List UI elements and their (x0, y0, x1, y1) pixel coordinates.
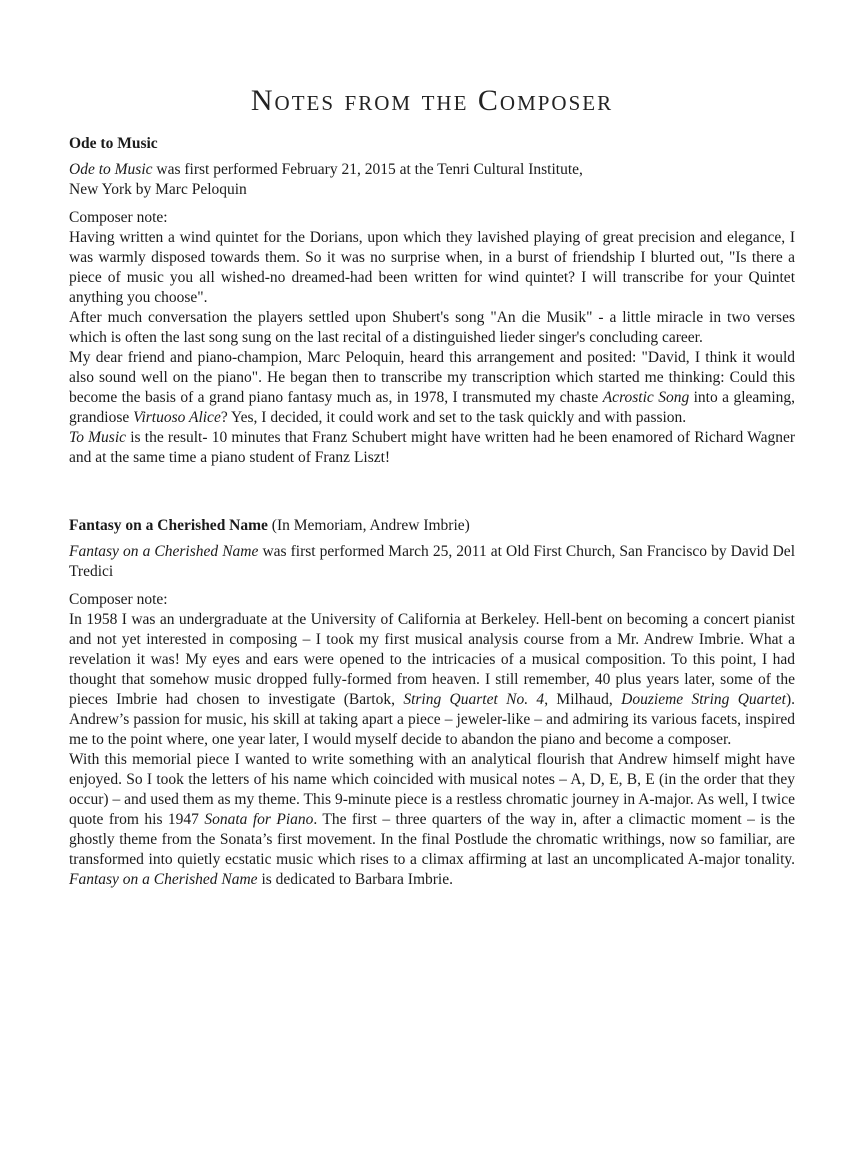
page-title: Notes from the Composer (250, 84, 614, 117)
composer-note (69, 590, 795, 890)
composer-note-paragraphs (69, 228, 795, 468)
premiere-note: Ode to Music was first performed February 21, 2015 at the Tenri Cultural Institute, New York by Marc Peloquin (69, 160, 583, 198)
section-heading: Ode to Music (69, 134, 158, 152)
note-paragraph: My dear friend and piano-champion, Marc Peloquin, heard this arrangement and posited: "David, I think it would also sound well on the piano". He began then to transcribe my transcription which started me thinking: Could this become the basis of a grand piano fantasy much as, in 1978, I transmuted my chaste Acrostic Song into a gleaming, grandiose Virtuoso Alice? Yes, I decided, it could work and set to the task quickly and with passion. (69, 348, 795, 426)
composer-note-label: Composer note: (69, 590, 168, 608)
note-paragraph: To Music is the result- 10 minutes that Franz Schubert might have written had he been enamored of Richard Wagner and at the same time a piano student of Franz Liszt! (69, 428, 795, 466)
note-paragraph: With this memorial piece I wanted to write something with an analytical flourish that Andrew himself might have enjoyed. So I took the letters of his name which coincided with musical notes – A, D, E, B, E (in the order that they occur) – and used them as my theme. This 9-minute piece is a restless chromatic journey in A-major. As well, I twice quote from his 1947 Sonata for Piano. The first – three quarters of the way in, after a climactic moment – is the ghostly theme from the Sonata’s first movement. In the final Postlude the chromatic writhings, now so familiar, are transformed into quietly ecstatic music which rises to a climax affirming at last an uncomplicated A-major tonality. Fantasy on a Cherished Name is dedicated to Barbara Imbrie. (69, 750, 796, 888)
note-paragraph: Having written a wind quintet for the Dorians, upon which they lavished playing of great precision and elegance, I was warmly disposed towards them. So it was no surprise when, in a burst of friendship I blurted out, "Is there a piece of music you all wished-no dreamed-had been written for wind quintet? I will transcribe for your Quintet anything you choose". (69, 228, 795, 306)
composer-note-label: Composer note: (69, 208, 168, 226)
premiere-note: Fantasy on a Cherished Name was first performed March 25, 2011 at Old First Church, San Francisco by David Del Tredici (69, 542, 795, 580)
note-paragraph: In 1958 I was an undergraduate at the University of California at Berkeley. Hell-bent on becoming a concert pianist and not yet interested in composing – I took my first musical analysis course from a Mr. Andrew Imbrie. What a revelation it was! My eyes and ears were opened to the intricacies of a musical composition. To this point, I had thought that somehow music dropped fully-formed from heaven. I still remember, 40 plus years later, some of the pieces Imbrie had chosen to investigate (Bartok, String Quartet No. 4, Milhaud, Douzieme String Quartet). Andrew’s passion for music, his skill at taking apart a piece – jeweler-like – and admiring its various facets, inspired me to the point where, one year later, I would myself decide to abandon the piano and become a composer. (69, 610, 795, 748)
composer-note-paragraphs (69, 610, 795, 890)
note-paragraph: After much conversation the players settled upon Shubert's song "An die Musik" - a little miracle in two verses which is often the last song sung on the last recital of a distinguished lieder singer's concluding career. (69, 308, 795, 346)
section-fantasy-on-a-cherished-name (69, 516, 795, 890)
section-ode-to-music (69, 134, 795, 468)
composer-note (69, 208, 795, 468)
section-heading: Fantasy on a Cherished Name (In Memoriam, Andrew Imbrie) (69, 516, 470, 534)
